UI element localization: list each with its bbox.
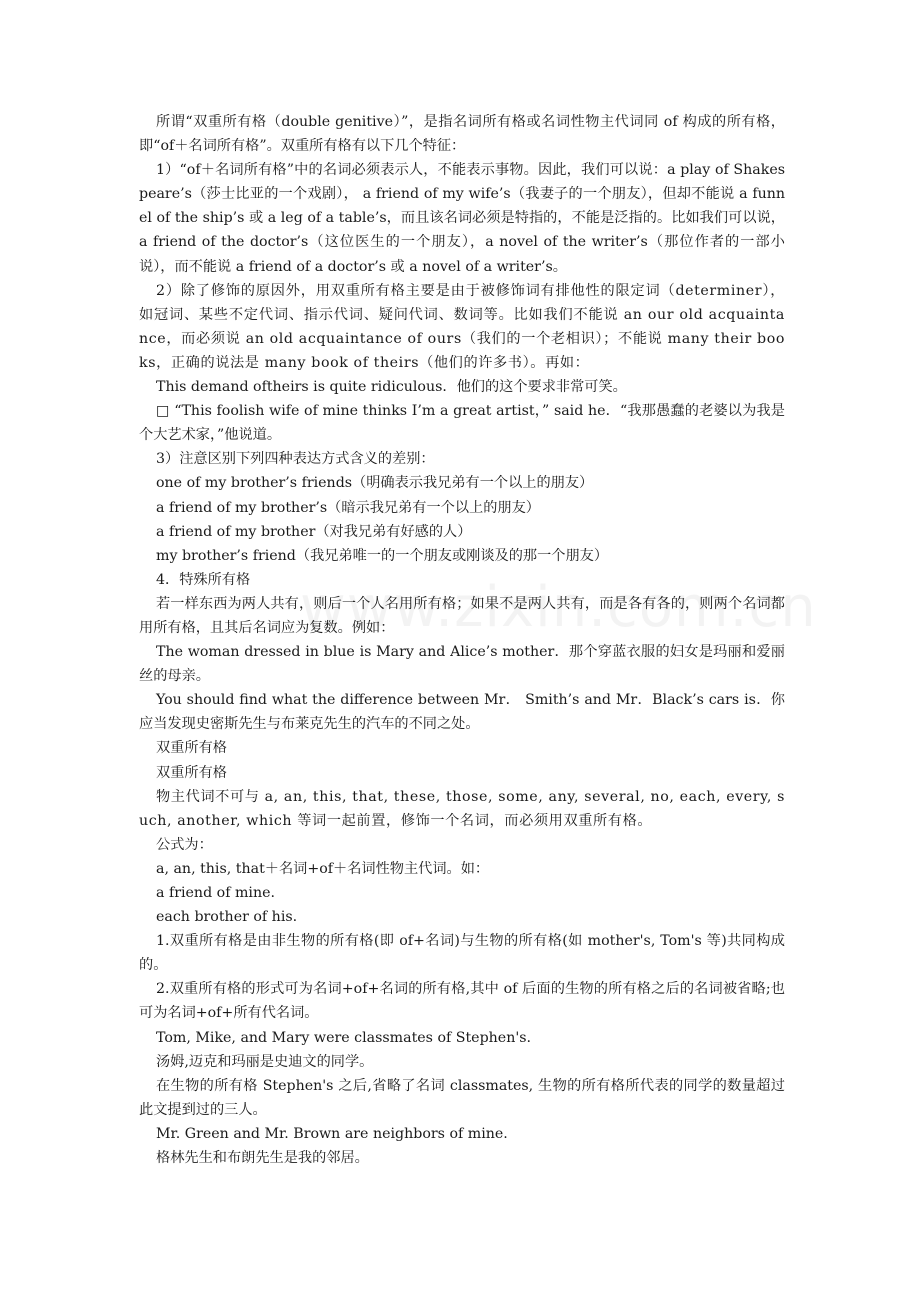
paragraph-feature-1: 1）“of＋名词所有格”中的名词必须表示人，不能表示事物。因此，我们可以说：a play of Shakespeare’s（莎士比亚的一个戏剧）， a friend of my wife’s（我妻子的一个朋友），但却不能说 a funnel of the ship’s 或 a leg of a table’s，而且该名词必须是特指的，不能是泛指的。比如我们可以说，a friend of the doctor’s（这位医生的一个朋友），a novel of the writer’s（那位作者的一部小说），而不能说 a friend of a doctor’s 或 a novel of a writer’s。 <box>139 162 785 275</box>
paragraph-rule-2: 2.双重所有格的形式可为名词+of+名词的所有格,其中 of 后面的生物的所有格之后的名词被省略;也可为名词+of+所有代名词。 <box>139 981 785 1022</box>
list-item: my brother’s friend（我兄弟唯一的一个朋友或刚谈及的那一个朋友） <box>156 547 609 564</box>
paragraph-feature-3: 3）注意区别下列四种表达方式含义的差别： <box>156 451 435 468</box>
paragraph-special: 若一样东西为两人共有，则后一个人名用所有格；如果不是两人共有，而是各有各的，则两个名词都用所有格，且其后名词应为复数。例如： <box>139 595 785 636</box>
paragraph-formula-label: 公式为： <box>156 836 213 853</box>
paragraph-formula: a, an, this, that＋名词+of＋名词性物主代词。如： <box>156 860 490 877</box>
paragraph-translation: 汤姆,迈克和玛丽是史迪文的同学。 <box>156 1053 374 1070</box>
paragraph-intro: 所谓“双重所有格（double genitive）”，是指名词所有格或名词性物主代词同 of 构成的所有格，即“of＋名词所有格”。双重所有格有以下几个特征： <box>139 114 785 155</box>
list-item: a friend of my brother（对我兄弟有好感的人） <box>156 523 472 540</box>
paragraph-example: a friend of mine. <box>156 885 276 901</box>
paragraph-example-wife: □ “This foolish wife of mine thinks I’m a great artist，” said he．“我那愚蠢的老婆以为我是个大艺术家，”他说道。 <box>139 403 785 444</box>
paragraph-rule-1: 1.双重所有格是由非生物的所有格(即 of+名词)与生物的所有格(如 mother's, Tom's 等)共同构成的。 <box>139 933 785 974</box>
paragraph-example-woman: The woman dressed in blue is Mary and Alice’s mother．那个穿蓝衣服的妇女是玛丽和爱丽丝的母亲。 <box>139 644 785 685</box>
paragraph-example: each brother of his. <box>156 909 298 926</box>
section-heading: 双重所有格 <box>156 740 227 757</box>
paragraph-example: Tom, Mike, and Mary were classmates of Stephen's. <box>156 1029 532 1046</box>
paragraph-example-demand: This demand oftheirs is quite ridiculous．他们的这个要求非常可笑。 <box>156 379 627 396</box>
paragraph-example: Mr. Green and Mr. Brown are neighbors of mine. <box>156 1125 508 1142</box>
list-item: one of my brother’s friends（明确表示我兄弟有一个以上的朋友） <box>156 475 594 492</box>
paragraph-translation: 格林先生和布朗先生是我的邻居。 <box>156 1150 369 1167</box>
paragraph-possessive-rule: 物主代词不可与 a, an, this, that, these, those, some, any, several, no, each, every, such, another, which 等词一起前置，修饰一个名词，而必须用双重所有格。 <box>139 788 786 829</box>
list-item: a friend of my brother’s（暗示我兄弟有一个以上的朋友） <box>156 499 540 516</box>
section-heading-special: 4．特殊所有格 <box>156 571 251 588</box>
section-heading: 双重所有格 <box>156 764 227 781</box>
paragraph-feature-2: 2）除了修饰的原因外，用双重所有格主要是由于被修饰词有排他性的限定词（determiner），如冠词、某些不定代词、指示代词、疑问代词、数词等。比如我们不能说 an our old acquaintance，而必须说 an old acquaintance of ours（我们的一个老相识）；不能说 many their books，正确的说法是 many book of theirs（他们的许多书）。再如： <box>139 282 785 371</box>
document-body <box>139 110 785 1170</box>
paragraph-explanation: 在生物的所有格 Stephen's 之后,省略了名词 classmates, 生物的所有格所代表的同学的数量超过此文提到过的三人。 <box>139 1077 785 1118</box>
paragraph-example-cars: You should find what the difference between Mr． Smith’s and Mr．Black’s cars is．你应当发现史密斯先生与布莱克先生的汽车的不同之处。 <box>139 692 785 733</box>
